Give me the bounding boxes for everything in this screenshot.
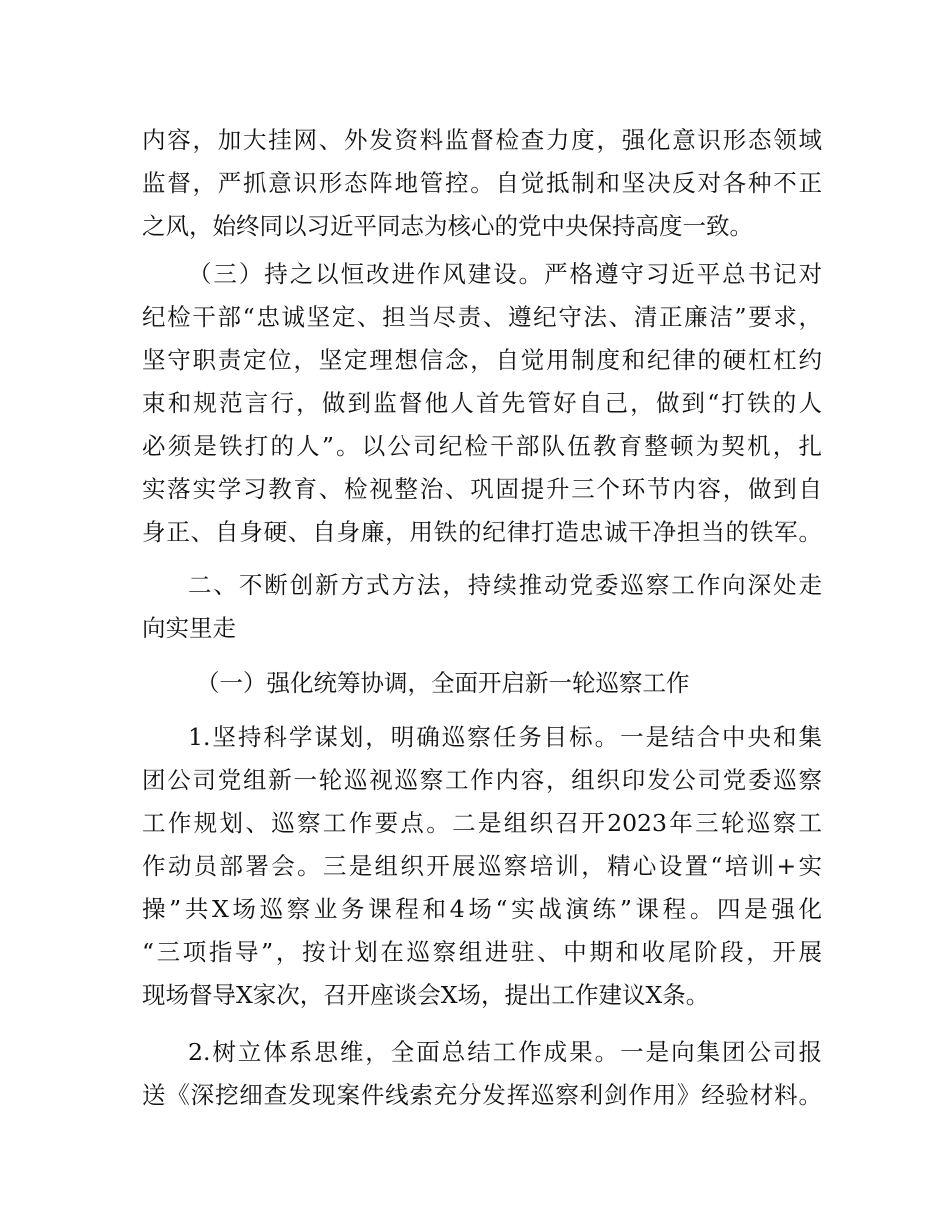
item-1-line-5: 操”共X场巡察业务课程和4场“实战演练”课程。四是强化 [142, 895, 822, 923]
paragraph-line-9: 实落实学习教育、检视整治、巩固提升三个环节内容，做到自 [142, 475, 822, 503]
item-1-line-4: 作动员部署会。三是组织开展巡察培训，精心设置“培训+实 [142, 852, 822, 880]
paragraph-line-10: 身正、自身硬、自身廉，用铁的纪律打造忠诚干净担当的铁军。 [142, 518, 822, 546]
paragraph-line-6: 坚守职责定位，坚定理想信念，自觉用制度和纪律的硬杠杠约 [142, 346, 822, 374]
paragraph-line-2: 监督，严抓意识形态阵地管控。自觉抵制和坚决反对各种不正 [142, 169, 822, 197]
item-1-line-1: 1.坚持科学谋划，明确巡察任务目标。一是结合中央和集 [188, 723, 822, 751]
paragraph-line-5: 纪检干部“忠诚坚定、担当尽责、遵纪守法、清正廉洁”要求， [142, 303, 822, 331]
subsection-heading-1: （一）强化统筹协调，全面开启新一轮巡察工作 [196, 669, 690, 697]
chapter-heading-2-line-2: 向实里走 [142, 614, 236, 642]
section-heading-3-line-1: （三）持之以恒改进作风建设。严格遵守习近平总书记对 [188, 260, 822, 288]
paragraph-line-8: 必须是铁打的人”。以公司纪检干部队伍教育整顿为契机，扎 [142, 432, 822, 460]
item-2-line-1: 2.树立体系思维，全面总结工作成果。一是向集团公司报 [188, 1038, 822, 1066]
item-2-line-2: 送《深挖细查发现案件线索充分发挥巡察利剑作用》经验材料。 [142, 1081, 822, 1109]
chapter-heading-2-line-1: 二、不断创新方式方法，持续推动党委巡察工作向深处走 [188, 571, 822, 599]
item-1-line-6: “三项指导”，按计划在巡察组进驻、中期和收尾阶段，开展 [142, 938, 822, 966]
item-1-line-7: 现场督导X家次，召开座谈会X场，提出工作建议X条。 [142, 981, 710, 1009]
paragraph-line-7: 束和规范言行，做到监督他人首先管好自己，做到“打铁的人 [142, 389, 822, 417]
item-1-line-3: 工作规划、巡察工作要点。二是组织召开2023年三轮巡察工 [142, 809, 822, 837]
item-1-line-2: 团公司党组新一轮巡视巡察工作内容，组织印发公司党委巡察 [142, 766, 822, 794]
paragraph-line-3: 之风，始终同以习近平同志为核心的党中央保持高度一致。 [142, 212, 753, 240]
paragraph-line-1: 内容，加大挂网、外发资料监督检查力度，强化意识形态领域 [142, 126, 822, 154]
